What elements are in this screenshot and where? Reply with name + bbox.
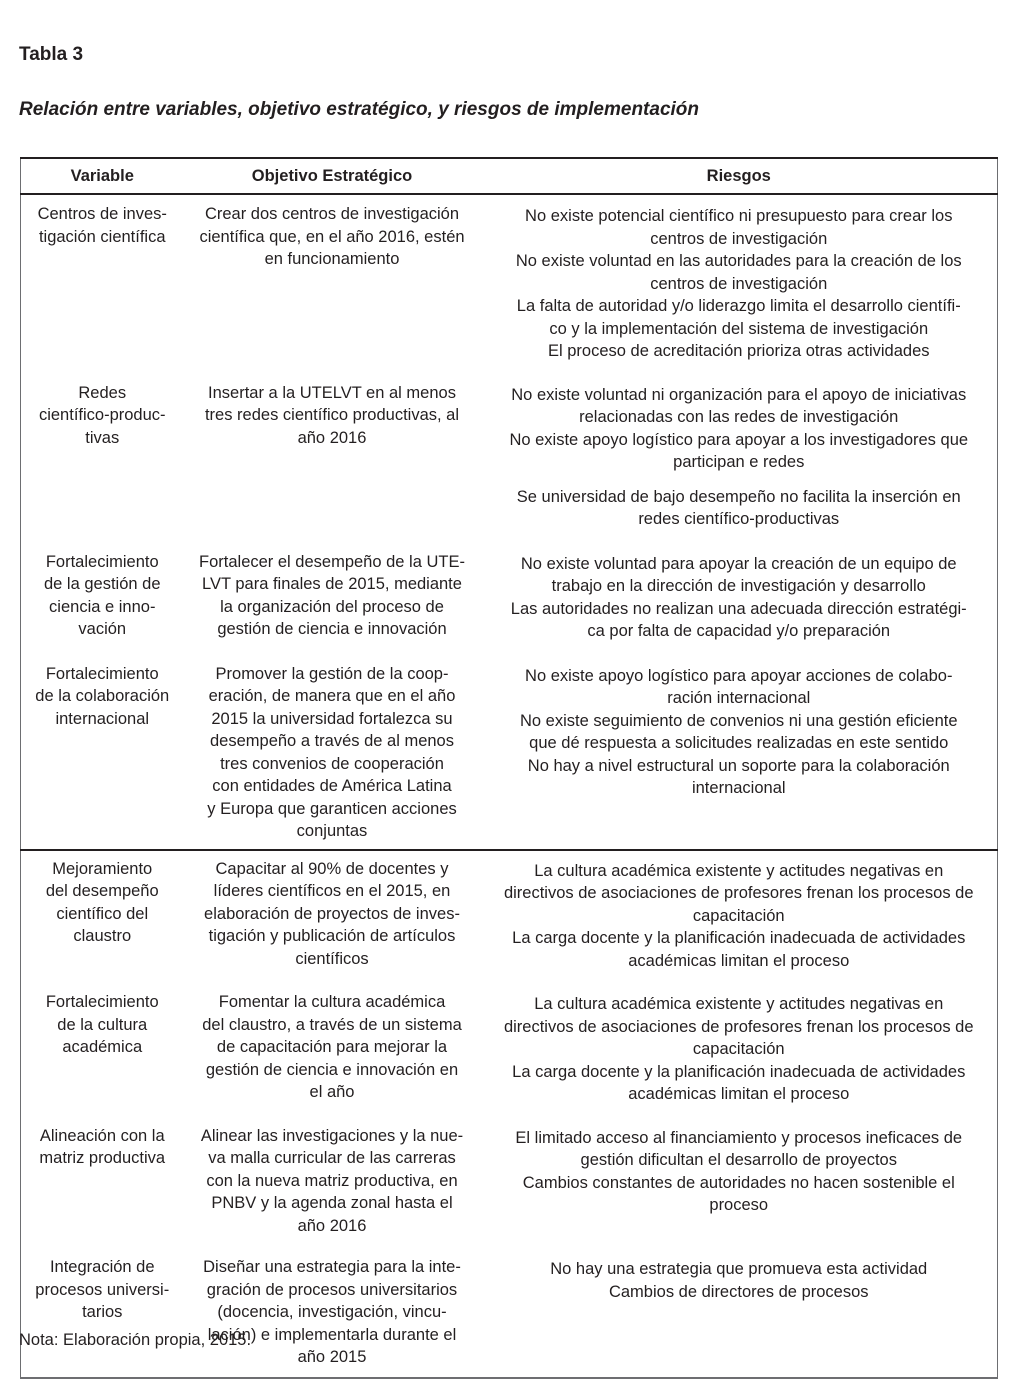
objetivo-cell <box>184 655 481 850</box>
riesgo-item: No existe voluntad para apoyar la creación de un equipo de trabajo en la dirección de investigación y desarrollo <box>520 554 957 595</box>
riesgo-item: No existe potencial científico ni presupuesto para crear los centros de investigación <box>525 207 953 248</box>
table-row <box>21 655 998 850</box>
riesgo-item: Cambios de directores de procesos <box>608 1282 869 1301</box>
variable-text: Alineación con la matriz productiva <box>39 1126 166 1167</box>
table-row <box>21 1249 998 1378</box>
variable-text: Fortalecimiento de la gestión de ciencia e inno- vación <box>43 552 161 638</box>
table-row <box>21 1118 998 1250</box>
variable-cell <box>21 1249 184 1378</box>
riesgo-item: No existe apoyo logístico para apoyar a los investigadores que participan e redes <box>509 430 969 471</box>
table-row <box>21 850 998 985</box>
data-table <box>20 157 998 1379</box>
variable-cell <box>21 984 184 1118</box>
variable-cell <box>21 1118 184 1250</box>
objetivo-text: Fortalecer el desempeño de la UTE- LVT para finales de 2015, mediante la organización del proceso de gestión de ciencia e innovación <box>199 552 465 638</box>
riesgo-item: Se universidad de bajo desempeño no facilita la inserción en redes científico-productivas <box>516 487 961 528</box>
variable-text: Centros de inves- tigación científica <box>37 205 167 246</box>
objetivo-cell <box>184 194 481 375</box>
riesgos-cell <box>481 375 998 543</box>
objetivo-cell <box>184 375 481 543</box>
header-row <box>21 158 998 194</box>
riesgo-item: La falta de autoridad y/o liderazgo limita el desarrollo científi- co y la implementación del sistema de investigación <box>516 297 961 338</box>
riesgos-cell <box>481 1118 998 1250</box>
table-note: Nota: Elaboración propia, 2015. <box>19 1331 252 1349</box>
riesgos-cell <box>481 850 998 985</box>
riesgo-item: No hay una estrategia que promueva esta actividad <box>550 1260 928 1278</box>
riesgo-item: No existe voluntad en las autoridades para la creación de los centros de investigación <box>515 252 962 293</box>
riesgos-cell <box>481 194 998 375</box>
objetivo-text: Capacitar al 90% de docentes y líderes científicos en el 2015, en elaboración de proyectos de inves- tigación y publicación de artículos científicos <box>204 859 460 968</box>
objetivo-cell <box>184 1118 481 1250</box>
riesgo-item: No existe voluntad ni organización para el apoyo de iniciativas relacionadas con las redes de investigación <box>511 385 967 426</box>
objetivo-text: Insertar a la UTELVT en al menos tres redes científico productivas, al año 2016 <box>204 383 460 447</box>
riesgos-cell <box>481 984 998 1118</box>
table-row <box>21 194 998 375</box>
variable-text: Fortalecimiento de la cultura académica <box>45 993 159 1056</box>
riesgos-cell <box>481 543 998 655</box>
table-row <box>21 984 998 1118</box>
variable-cell <box>21 375 184 543</box>
riesgos-cell <box>481 655 998 850</box>
riesgo-item: Cambios constantes de autoridades no hacen sostenible el proceso <box>522 1173 955 1214</box>
riesgo-item: El proceso de acreditación prioriza otras actividades <box>547 342 930 360</box>
variable-text: Fortalecimiento de la colaboración internacional <box>35 664 170 728</box>
riesgo-item: La carga docente y la planificación inadecuada de actividades académicas limitan el proceso <box>512 1062 966 1103</box>
table-body <box>21 194 998 1378</box>
variable-cell <box>21 543 184 655</box>
objetivo-text: Promover la gestión de la coop- eración, de manera que en el año 2015 la universidad fortalezca su desempeño a través de al menos tres convenios de cooperación con entidades de América Latina y Europa que garanticen acciones conjuntas <box>207 664 457 840</box>
riesgo-item: No hay a nivel estructural un soporte para la colaboración internacional <box>527 756 950 797</box>
riesgo-item: La cultura académica existente y actitudes negativas en directivos de asociaciones de profesores frenan los procesos de capacitación <box>503 861 974 925</box>
objetivo-cell <box>184 543 481 655</box>
variable-text: Mejoramiento del desempeño científico del claustro <box>45 859 159 945</box>
riesgo-item: No existe apoyo logístico para apoyar acciones de colabo- ración internacional <box>525 666 953 707</box>
column-header-objetivo: Objetivo Estratégico <box>184 158 481 194</box>
objetivo-text: Diseñar una estrategia para la inte- gración de procesos universitarios (docencia, investigación, vincu- lación) e implementarla durante el año 2015 <box>203 1258 461 1366</box>
objetivo-cell <box>184 1249 481 1378</box>
table-row <box>21 543 998 655</box>
table-row <box>21 375 998 543</box>
variable-text: Redes científico-produc- tivas <box>38 383 166 447</box>
objetivo-text: Alinear las investigaciones y la nue- va malla curricular de las carreras con la nueva matriz productiva, en PNBV y la agenda zonal hasta el año 2016 <box>200 1126 464 1235</box>
objetivo-text: Crear dos centros de investigación científica que, en el año 2016, estén en funcionamiento <box>199 205 465 268</box>
riesgos-cell <box>481 1249 998 1378</box>
column-header-riesgos: Riesgos <box>481 158 998 194</box>
riesgo-item: Las autoridades no realizan una adecuada dirección estratégi- ca por falta de capacidad y/o preparación <box>510 599 967 640</box>
objetivo-cell <box>184 850 481 985</box>
variable-cell <box>21 655 184 850</box>
objetivo-text: Fomentar la cultura académica del claustro, a través de un sistema de capacitación para mejorar la gestión de ciencia e innovación en el año <box>202 993 462 1101</box>
table-title: Relación entre variables, objetivo estratégico, y riesgos de implementación <box>19 99 700 120</box>
variable-cell <box>21 194 184 375</box>
riesgo-item: La carga docente y la planificación inadecuada de actividades académicas limitan el proceso <box>512 929 966 970</box>
riesgo-item: La cultura académica existente y actitudes negativas en directivos de asociaciones de profesores frenan los procesos de capacitación <box>503 995 974 1058</box>
riesgo-item: No existe seguimiento de convenios ni una gestión eficiente que dé respuesta a solicitudes realizadas en este sentido <box>519 711 958 752</box>
column-header-variable: Variable <box>21 158 184 194</box>
objetivo-cell <box>184 984 481 1118</box>
riesgo-item: El limitado acceso al financiamiento y procesos ineficaces de gestión dificultan el desarrollo de proyectos <box>515 1128 963 1169</box>
variable-text: Integración de procesos universi- tarios <box>35 1258 170 1321</box>
variable-cell <box>21 850 184 985</box>
table-label: Tabla 3 <box>19 44 84 65</box>
